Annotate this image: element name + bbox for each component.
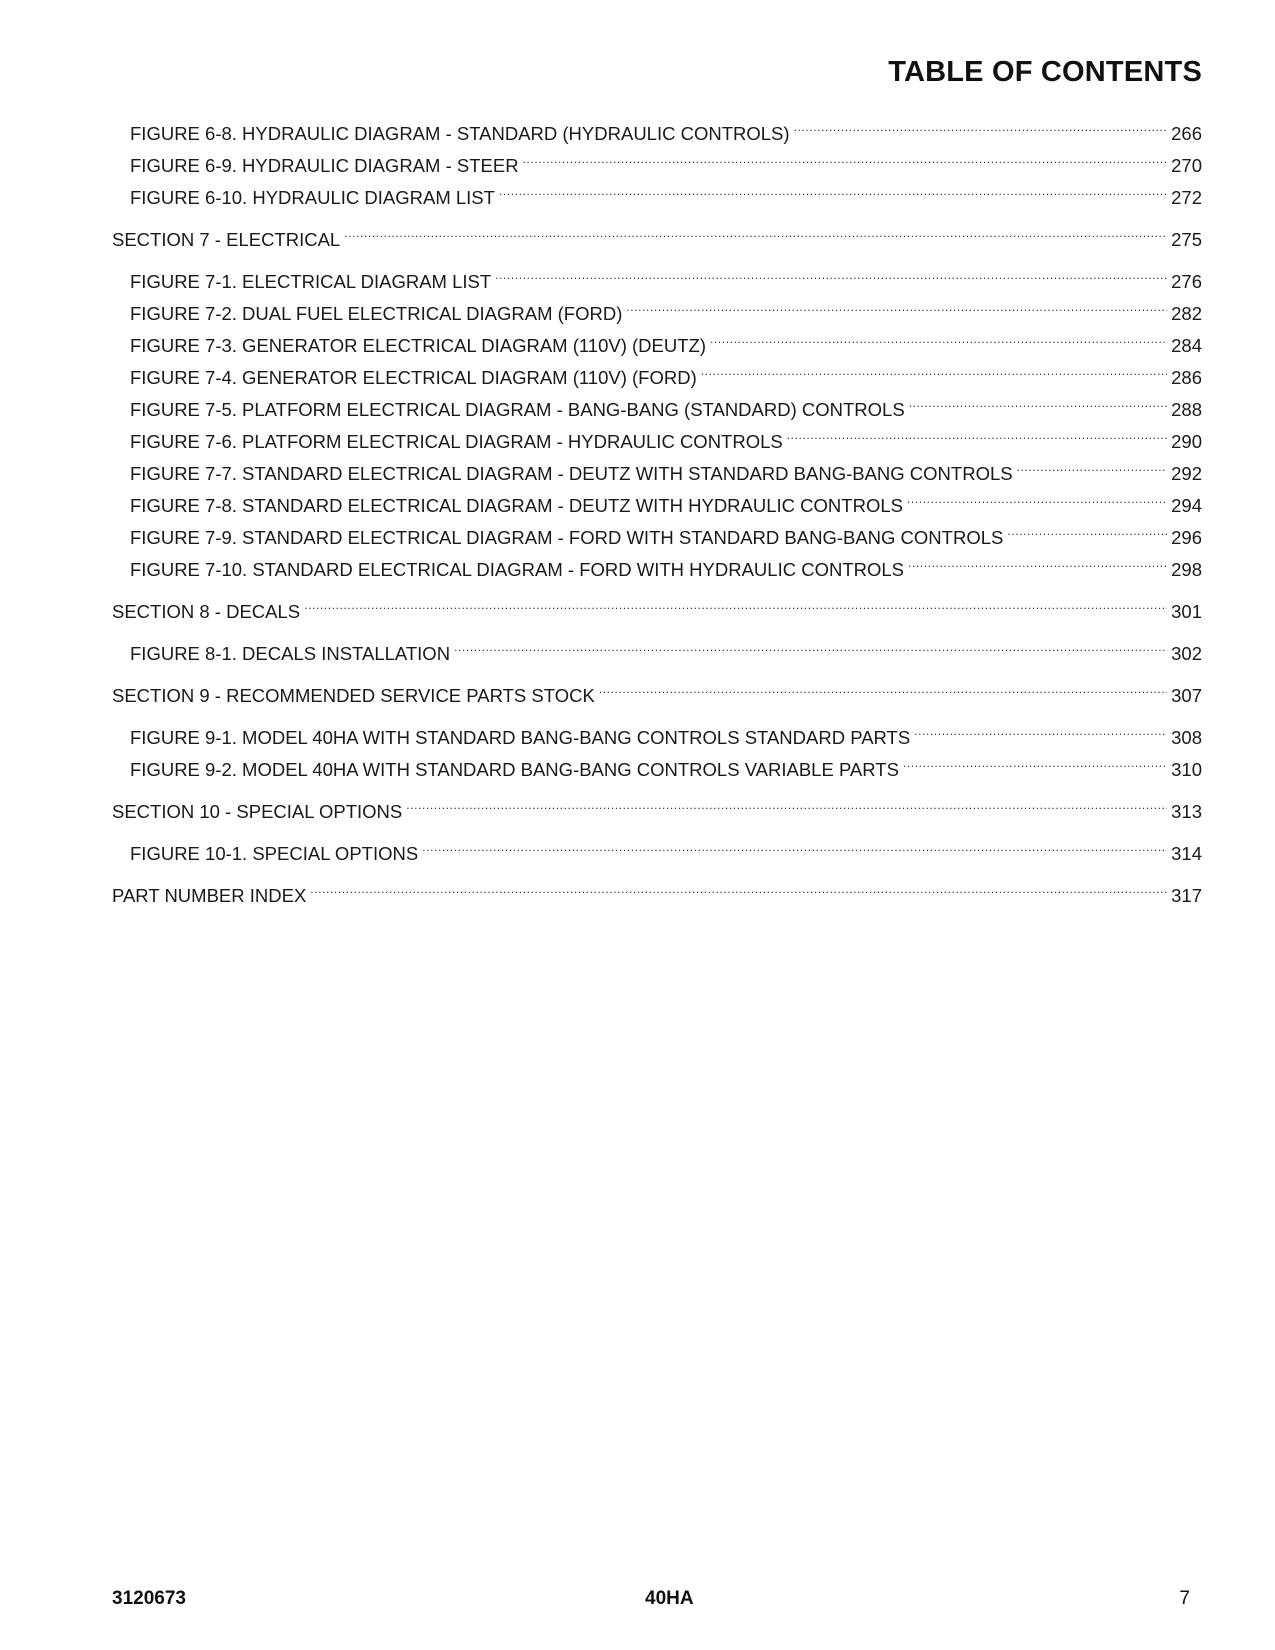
toc-entry-page: 314 (1171, 843, 1202, 864)
toc-dot-leader (909, 384, 1167, 416)
toc-section-entry[interactable] (112, 870, 1202, 906)
toc-entry-page: 276 (1171, 271, 1202, 292)
page-title: TABLE OF CONTENTS (888, 56, 1202, 88)
toc-entry-label: FIGURE 6-10. HYDRAULIC DIAGRAM LIST (130, 187, 495, 208)
toc-dot-leader (914, 712, 1167, 744)
toc-entry-label: SECTION 10 - SPECIAL OPTIONS (112, 801, 403, 822)
toc-dot-leader (626, 288, 1167, 320)
toc-dot-leader (310, 870, 1167, 902)
toc-entry-label: FIGURE 7-6. PLATFORM ELECTRICAL DIAGRAM - HYDRAULIC CONTROLS (130, 431, 783, 452)
toc-entry-label: FIGURE 9-1. MODEL 40HA WITH STANDARD BANG-BANG CONTROLS STANDARD PARTS (130, 727, 911, 748)
toc-entry-page: 307 (1171, 685, 1202, 706)
toc-entry-label: FIGURE 7-9. STANDARD ELECTRICAL DIAGRAM - FORD WITH STANDARD BANG-BANG CONTROLS (130, 527, 1004, 548)
toc-entry-label: FIGURE 7-7. STANDARD ELECTRICAL DIAGRAM - DEUTZ WITH STANDARD BANG-BANG CONTROLS (130, 463, 1013, 484)
toc-entry-label: FIGURE 7-8. STANDARD ELECTRICAL DIAGRAM - DEUTZ WITH HYDRAULIC CONTROLS (130, 495, 903, 516)
toc-entry-page: 317 (1171, 885, 1202, 906)
toc-entry-page: 272 (1171, 187, 1202, 208)
toc-entry-page: 290 (1171, 431, 1202, 452)
footer-model: 40HA (645, 1588, 694, 1609)
toc-dot-leader (1007, 512, 1167, 544)
toc-dot-leader (787, 416, 1167, 448)
footer-page-number: 7 (1179, 1588, 1190, 1609)
toc-dot-leader (908, 544, 1167, 576)
toc-dot-leader (304, 586, 1167, 618)
toc-dot-leader (422, 828, 1167, 860)
toc-entry-page: 302 (1171, 643, 1202, 664)
toc-section-entry[interactable] (112, 786, 1202, 822)
toc-entry-page: 275 (1171, 229, 1202, 250)
toc-section-entry[interactable] (112, 586, 1202, 622)
toc-entry-page: 266 (1171, 123, 1202, 144)
toc-entry-label: FIGURE 8-1. DECALS INSTALLATION (130, 643, 451, 664)
toc-dot-leader (406, 786, 1167, 818)
toc-entry-label: FIGURE 10-1. SPECIAL OPTIONS (130, 843, 419, 864)
toc-entry[interactable] (112, 256, 1202, 292)
toc-dot-leader (907, 480, 1167, 512)
toc-entry-label: SECTION 8 - DECALS (112, 601, 301, 622)
toc-entry-label: FIGURE 7-10. STANDARD ELECTRICAL DIAGRAM - FORD WITH HYDRAULIC CONTROLS (130, 559, 905, 580)
toc-entry-page: 298 (1171, 559, 1202, 580)
toc-dot-leader (523, 140, 1168, 172)
toc-entry-page: 288 (1171, 399, 1202, 420)
toc-dot-leader (903, 744, 1167, 776)
toc-entry-label: FIGURE 7-5. PLATFORM ELECTRICAL DIAGRAM - BANG-BANG (STANDARD) CONTROLS (130, 399, 905, 420)
toc-entry-label: FIGURE 9-2. MODEL 40HA WITH STANDARD BANG-BANG CONTROLS VARIABLE PARTS (130, 759, 899, 780)
toc-entry-page: 313 (1171, 801, 1202, 822)
table-of-contents (112, 108, 1202, 906)
toc-entry-page: 294 (1171, 495, 1202, 516)
toc-entry-label: FIGURE 6-8. HYDRAULIC DIAGRAM - STANDARD (HYDRAULIC CONTROLS) (130, 123, 790, 144)
toc-entry-label: PART NUMBER INDEX (112, 885, 307, 906)
toc-section-entry[interactable] (112, 670, 1202, 706)
toc-entry-label: FIGURE 7-2. DUAL FUEL ELECTRICAL DIAGRAM (FORD) (130, 303, 623, 324)
toc-dot-leader (1017, 448, 1168, 480)
toc-entry-page: 286 (1171, 367, 1202, 388)
toc-dot-leader (495, 256, 1167, 288)
toc-entry-page: 284 (1171, 335, 1202, 356)
toc-section-entry[interactable] (112, 214, 1202, 250)
toc-dot-leader (599, 670, 1167, 702)
toc-dot-leader (499, 172, 1167, 204)
toc-entry-page: 282 (1171, 303, 1202, 324)
toc-entry-label: FIGURE 7-1. ELECTRICAL DIAGRAM LIST (130, 271, 492, 292)
toc-entry[interactable] (112, 712, 1202, 748)
toc-entry-page: 270 (1171, 155, 1202, 176)
toc-entry-page: 308 (1171, 727, 1202, 748)
toc-dot-leader (344, 214, 1167, 246)
toc-entry-page: 310 (1171, 759, 1202, 780)
toc-dot-leader (701, 352, 1167, 384)
toc-entry-label: SECTION 9 - RECOMMENDED SERVICE PARTS STOCK (112, 685, 595, 706)
toc-entry-label: FIGURE 6-9. HYDRAULIC DIAGRAM - STEER (130, 155, 519, 176)
toc-entry-page: 296 (1171, 527, 1202, 548)
toc-entry[interactable] (112, 828, 1202, 864)
toc-dot-leader (454, 628, 1167, 660)
toc-entry-label: SECTION 7 - ELECTRICAL (112, 229, 341, 250)
toc-entry[interactable] (112, 108, 1202, 144)
toc-entry-label: FIGURE 7-3. GENERATOR ELECTRICAL DIAGRAM (110V) (DEUTZ) (130, 335, 706, 356)
footer-document-number: 3120673 (112, 1588, 186, 1609)
toc-entry-page: 301 (1171, 601, 1202, 622)
toc-entry[interactable] (112, 628, 1202, 664)
toc-entry-page: 292 (1171, 463, 1202, 484)
toc-dot-leader (794, 108, 1168, 140)
toc-entry-label: FIGURE 7-4. GENERATOR ELECTRICAL DIAGRAM (110V) (FORD) (130, 367, 697, 388)
page-footer (112, 1588, 1202, 1614)
toc-dot-leader (710, 320, 1167, 352)
